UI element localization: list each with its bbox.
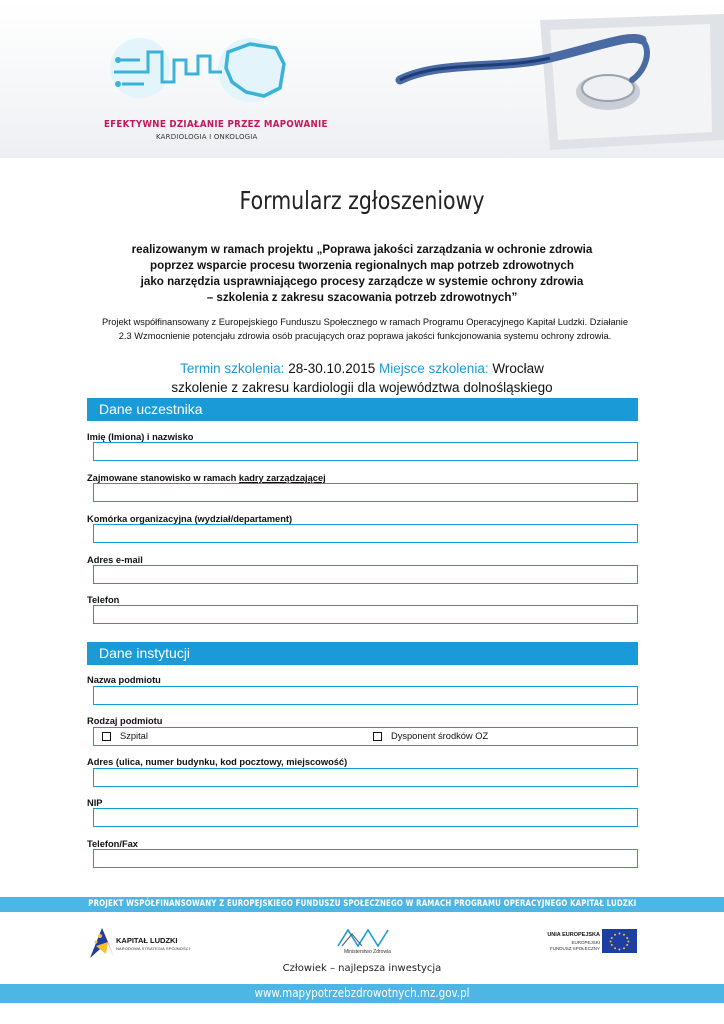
fund-disposer-checkbox[interactable] bbox=[373, 732, 382, 741]
phone-fax-input[interactable] bbox=[93, 849, 638, 868]
page-title: Formularz zgłoszeniowy bbox=[239, 186, 485, 215]
name-input[interactable] bbox=[93, 442, 638, 461]
training-details bbox=[0, 361, 724, 376]
unit-label: Komórka organizacyjna (wydział/departament) bbox=[87, 514, 293, 524]
entity-name-label: Nazwa podmiotu bbox=[87, 675, 161, 685]
term-value: 28-30.10.2015 bbox=[288, 361, 376, 376]
project-line: jako narzędzia usprawniającego procesy zarządcze w systemie ochrony zdrowia bbox=[140, 275, 584, 288]
section-institution-header: Dane instytucji bbox=[87, 642, 638, 665]
kapital-ludzki-logo-icon bbox=[88, 924, 118, 960]
funding-line: Projekt współfinansowany z Europejskiego Funduszu Społecznego w ramach Programu Operacyjnego Kapitał Ludzki. Działanie bbox=[101, 317, 629, 327]
stethoscope-tablet-icon bbox=[380, 0, 724, 158]
hospital-checkbox[interactable] bbox=[102, 732, 111, 741]
option-hospital bbox=[102, 731, 148, 741]
email-label: Adres e-mail bbox=[87, 555, 143, 565]
hospital-option-label: Szpital bbox=[120, 731, 148, 741]
term-label: Termin szkolenia: bbox=[180, 361, 285, 376]
eu-subtitle-1: EUROPEJSKI bbox=[571, 940, 600, 945]
position-label bbox=[87, 473, 326, 483]
funding-note bbox=[70, 315, 660, 343]
address-input[interactable] bbox=[93, 768, 638, 787]
eu-subtitle-2: FUNDUSZ SPOŁECZNY bbox=[549, 946, 600, 951]
website-link[interactable]: www.mapypotrzebzdrowotnych.mz.gov.pl bbox=[254, 986, 470, 1000]
fund-disposer-option-label: Dysponent środków OZ bbox=[391, 731, 489, 741]
project-description bbox=[60, 242, 664, 306]
footer-slogan: Człowiek – najlepsza inwestycja bbox=[282, 963, 442, 974]
header-banner bbox=[0, 0, 724, 158]
nip-label: NIP bbox=[87, 798, 103, 808]
eu-flag-icon bbox=[602, 929, 637, 953]
place-value: Wrocław bbox=[492, 361, 544, 376]
footer-band-text: PROJEKT WSPÓŁFINANSOWANY Z EUROPEJSKIEGO FUNDUSZU SPOŁECZNEGO W RAMACH PROGRAMU OPERACYJNEGO KAPITAŁ LUDZKI bbox=[87, 899, 637, 909]
ministry-name: Ministerstwo Zdrowia bbox=[344, 949, 391, 955]
project-line: – szkolenia z zakresu szacowania potrzeb zdrowotnych” bbox=[206, 291, 518, 304]
address-label: Adres (ulica, numer budynku, kod pocztowy, miejscowość) bbox=[87, 757, 348, 767]
entity-name-input[interactable] bbox=[93, 686, 638, 705]
option-fund-disposer bbox=[373, 731, 488, 741]
position-input[interactable] bbox=[93, 483, 638, 502]
phone-input[interactable] bbox=[93, 605, 638, 624]
project-line: realizowanym w ramach projektu „Poprawa jakości zarządzania w ochronie zdrowia bbox=[131, 243, 593, 256]
kapital-ludzki-title: KAPITAŁ LUDZKI bbox=[116, 936, 178, 945]
email-input[interactable] bbox=[93, 565, 638, 584]
logo-subtitle: KARDIOLOGIA I ONKOLOGIA bbox=[156, 133, 258, 141]
section-participant-header: Dane uczestnika bbox=[87, 398, 638, 421]
funding-line: 2.3 Wzmocnienie potencjału zdrowia osób pracujących oraz poprawa jakości funkcjonowania systemu ochrony zdrowia. bbox=[118, 331, 612, 341]
phone-fax-label: Telefon/Fax bbox=[87, 839, 138, 849]
unit-input[interactable] bbox=[93, 524, 638, 543]
position-label-underlined: kadry zarządzającej bbox=[238, 473, 326, 483]
nip-input[interactable] bbox=[93, 808, 638, 827]
kapital-ludzki-subtitle: NARODOWA STRATEGIA SPÓJNOŚCI bbox=[116, 946, 190, 951]
logo-title: EFEKTYWNE DZIAŁANIE PRZEZ MAPOWANIE bbox=[104, 119, 328, 130]
footer-url-band bbox=[0, 984, 724, 1003]
project-line: poprzez wsparcie procesu tworzenia regionalnych map potrzeb zdrowotnych bbox=[150, 259, 574, 272]
position-label-text: Zajmowane stanowisko w ramach bbox=[87, 473, 239, 483]
ministry-of-health-logo-icon bbox=[336, 924, 392, 948]
name-label: Imię (Imiona) i nazwisko bbox=[87, 432, 194, 442]
entity-type-options bbox=[93, 727, 638, 746]
entity-type-label: Rodzaj podmiotu bbox=[87, 716, 163, 726]
footer-cofinancing-band bbox=[0, 897, 724, 912]
training-description: szkolenie z zakresu kardiologii dla województwa dolnośląskiego bbox=[171, 380, 553, 395]
place-label: Miejsce szkolenia: bbox=[379, 361, 489, 376]
eu-title: UNIA EUROPEJSKA bbox=[547, 932, 600, 938]
project-logo-icon bbox=[100, 30, 300, 112]
phone-label: Telefon bbox=[87, 595, 120, 605]
